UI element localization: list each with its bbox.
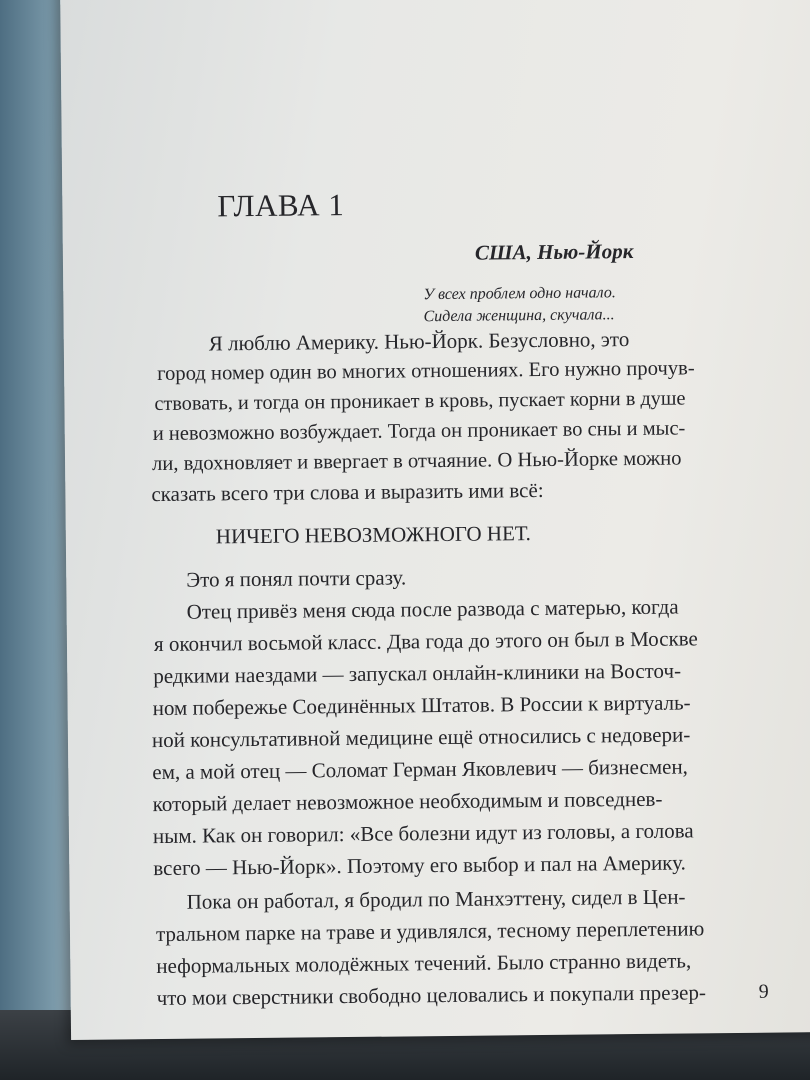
- text-line: редкими наездами — запускал онлайн-клиники на Восточ-: [153, 658, 682, 689]
- text-line: ным. Как он говорил: «Все болезни идут из головы, а голова: [152, 818, 694, 849]
- text-line: город номер один во многих отношениях. Его нужно прочув-: [157, 357, 695, 386]
- text-line: ли, вдохновляет и ввергает в отчаяние. О Нью-Йорке можно: [151, 447, 682, 476]
- text-line: Отец привёз меня сюда после развода с матерью, когда: [186, 594, 679, 624]
- text-line: ем, а мой отец — Соломат Герман Яковлевич — бизнесмен,: [152, 754, 688, 785]
- text-line: и невозможно возбуждает. Тогда он проникает во сны и мыс-: [152, 417, 686, 446]
- page-number: 9: [758, 980, 769, 1003]
- text-line: что мои сверстники свободно целовались и покупали презер-: [156, 980, 707, 1011]
- epigraph-line: Сидела женщина, скучала...: [423, 306, 615, 326]
- epigraph: [423, 282, 616, 328]
- text-line: Пока он работал, я бродил по Манхэттену, сидел в Цен-: [186, 884, 686, 914]
- text-line: сказать всего три слова и выразить ими всё:: [151, 477, 544, 507]
- text-line: Это я понял почти сразу.: [186, 565, 407, 592]
- text-line: всего — Нью-Йорк». Поэтому его выбор и пал на Америку.: [153, 850, 686, 881]
- text-line: ной консультативной медицине ещё относились с недовери-: [151, 722, 691, 753]
- text-line: Я люблю Америку. Нью-Йорк. Безусловно, это: [208, 327, 630, 356]
- text-line: я окончил восьмой класс. Два года до этого он был в Москве: [153, 626, 698, 657]
- chapter-location: США, Нью-Йорк: [474, 239, 634, 265]
- book-page: [60, 0, 810, 1040]
- text-line: который делает невозможное необходимым и повседнев-: [152, 786, 663, 817]
- epigraph-line: У всех проблем одно начало.: [423, 284, 616, 304]
- chapter-title: ГЛАВА 1: [217, 187, 345, 224]
- text-line: неформальных молодёжных течений. Было странно видеть,: [156, 948, 692, 979]
- text-line: тральном парке на траве и удивлялся, тесному переплетению: [155, 916, 705, 947]
- text-line: ном побережье Соединённых Штатов. В России к виртуаль-: [152, 690, 691, 721]
- text-line: ствовать, и тогда он проникает в кровь, пускает корни в душе: [154, 387, 686, 416]
- emphasis-line: НИЧЕГО НЕВОЗМОЖНОГО НЕТ.: [215, 521, 531, 549]
